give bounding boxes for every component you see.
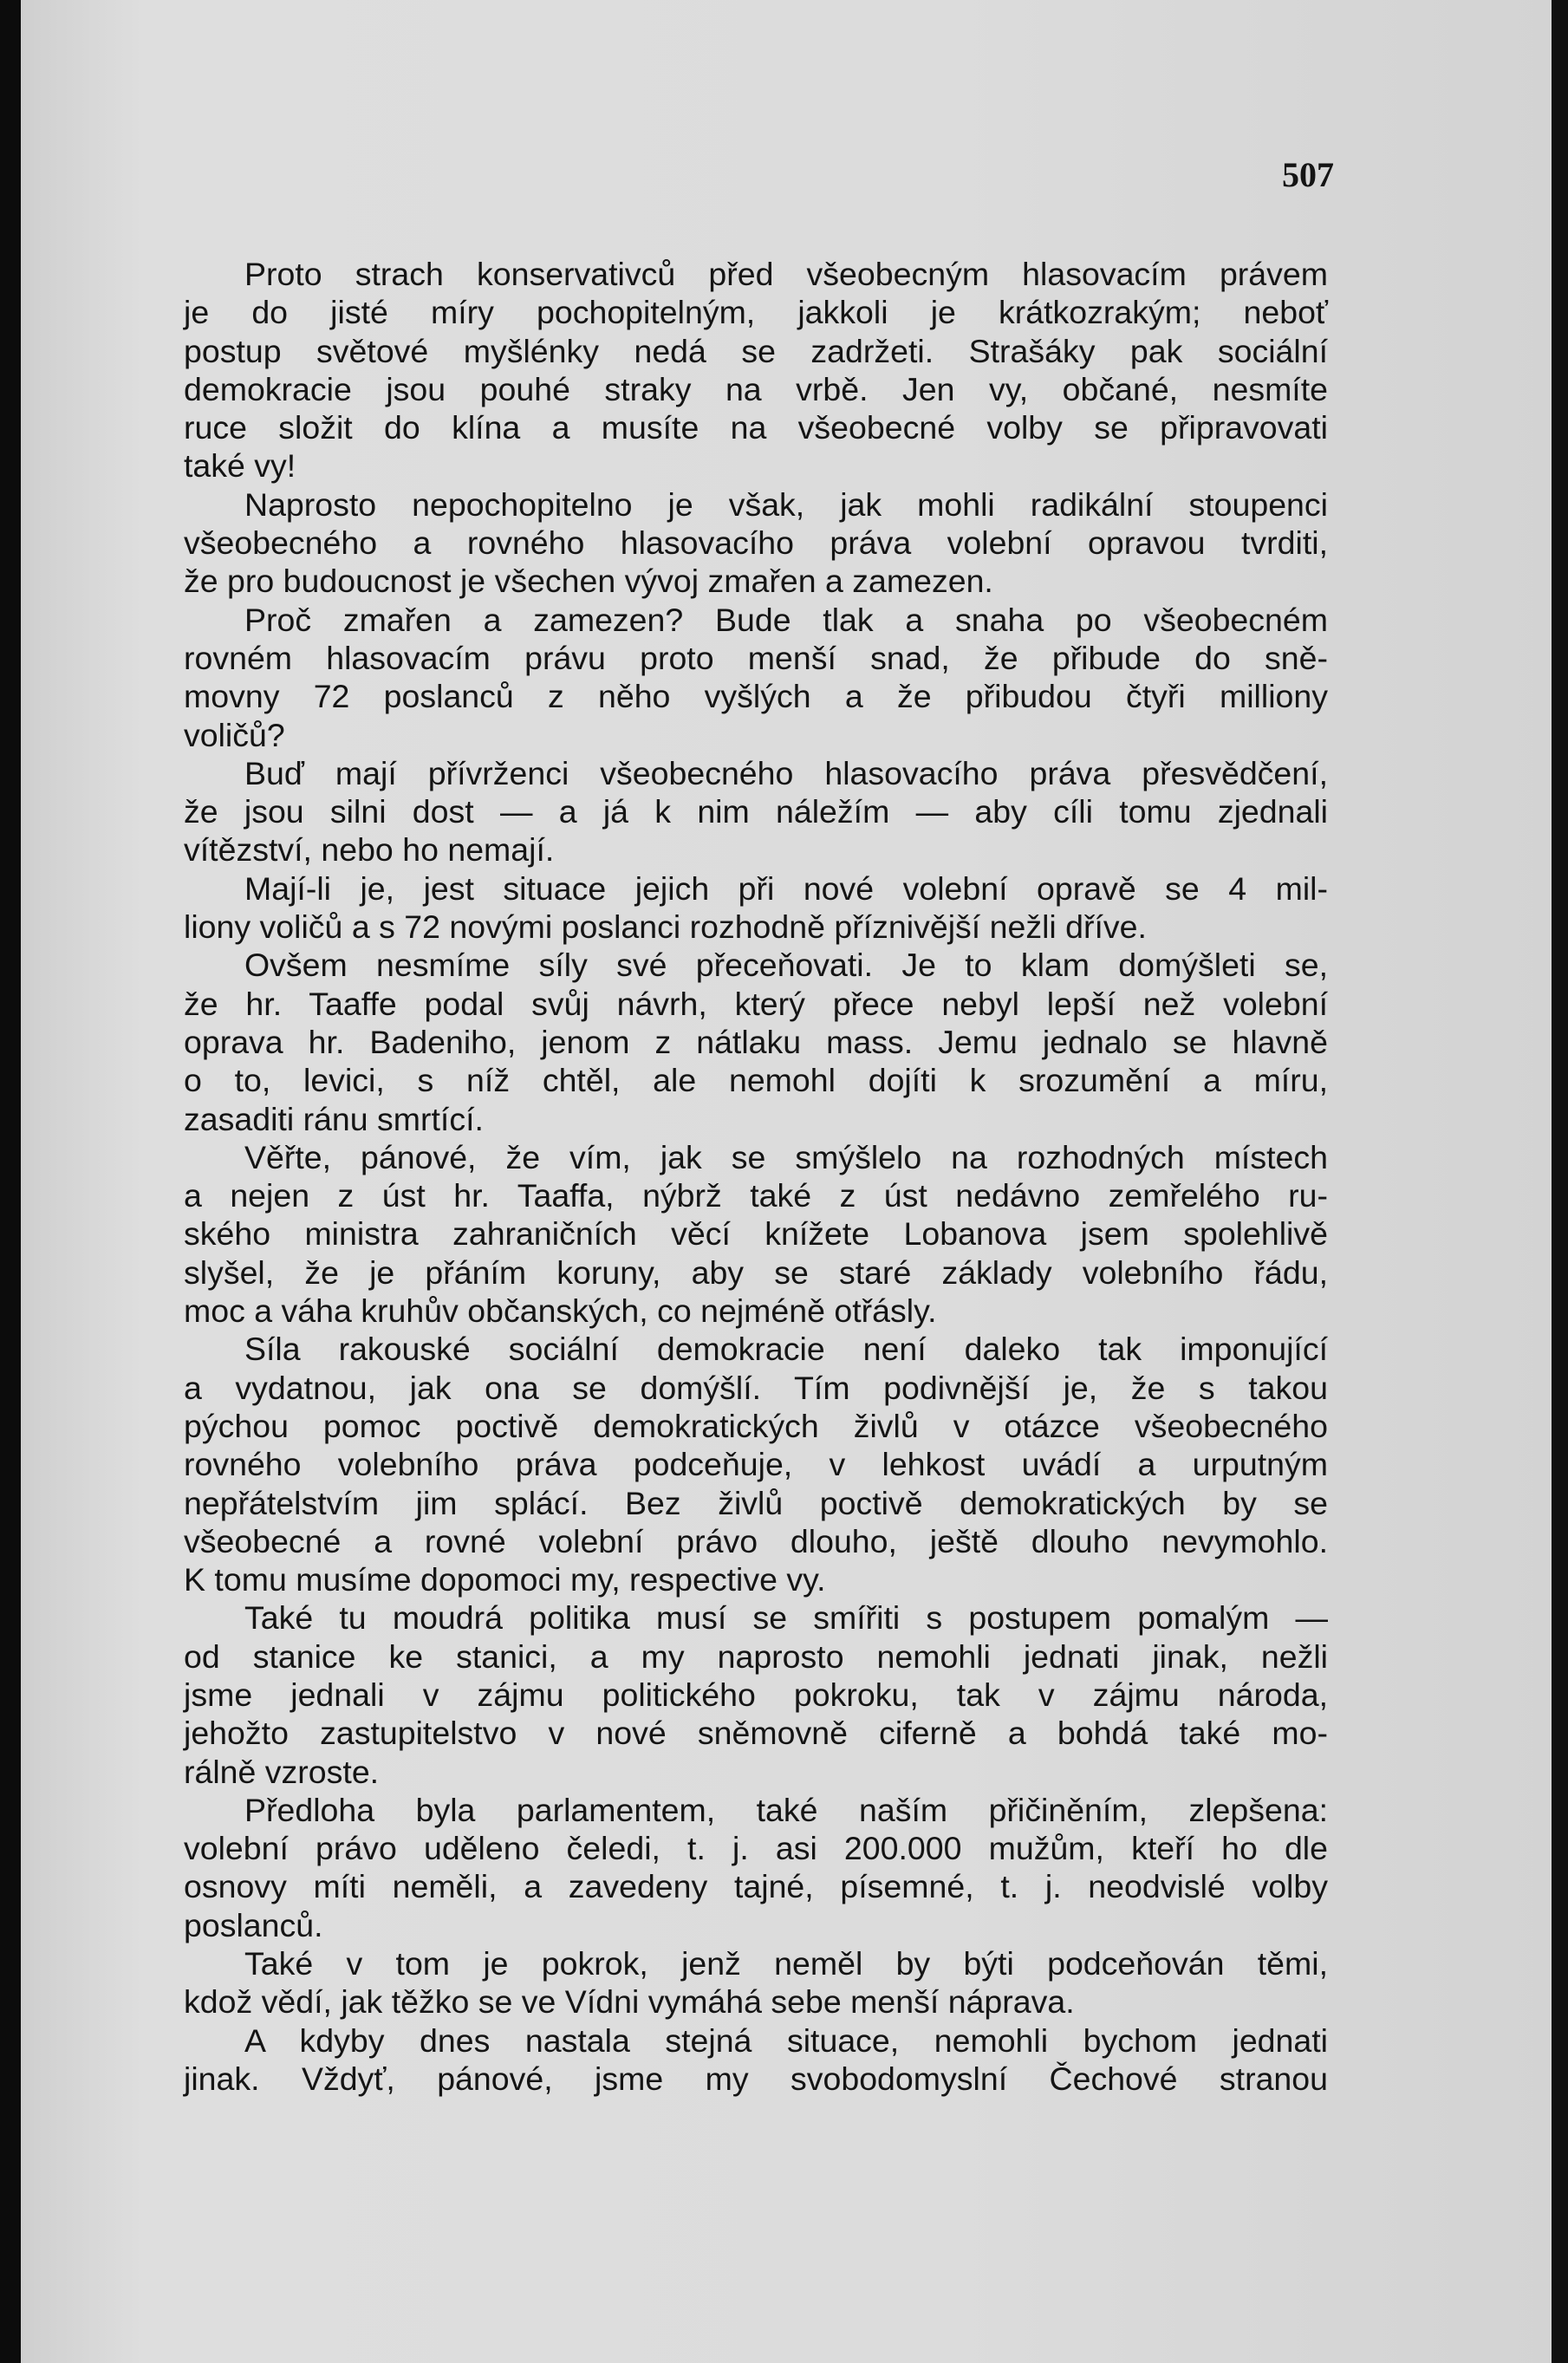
text-line: Síla rakouské sociální demokracie není daleko tak imponující [244, 1331, 1328, 1368]
scan-border [1552, 0, 1568, 2363]
text-line: volební právo uděleno čeledi, t. j. asi 200.000 mužům, kteří ho dle [184, 1830, 1328, 1867]
text-line: že hr. Taaffe podal svůj návrh, který přece nebyl lepší než volební [184, 985, 1328, 1022]
text-line: všeobecné a rovné volební právo dlouho, ještě dlouho nevymohlo. [184, 1522, 1328, 1559]
text-line: Proč zmařen a zamezen? Bude tlak a snaha po všeobecném [244, 601, 1328, 638]
text-line: liony voličů a s 72 novými poslanci rozhodně příznivější nežli dříve. [184, 908, 1147, 946]
text-line: a nejen z úst hr. Taaffa, nýbrž také z úst nedávno zemřelého ru- [184, 1177, 1328, 1214]
text-line: vítězství, nebo ho nemají. [184, 831, 555, 869]
text-line: postup světové myšlénky nedá se zadržeti. Strašáky pak sociální [184, 332, 1328, 369]
text-line: ského ministra zahraničních věcí knížete Lobanova jsem spolehlivě [184, 1215, 1328, 1253]
text-line: o to, levici, s níž chtěl, ale nemohl dojíti k srozumění a míru, [184, 1062, 1328, 1099]
text-line: voličů? [184, 716, 285, 753]
text-line: demokracie jsou pouhé straky na vrbě. Jen vy, občané, nesmíte [184, 370, 1328, 407]
text-line: K tomu musíme dopomoci my, respective vy. [184, 1561, 826, 1598]
text-line: slyšel, že je přáním koruny, aby se staré základy volebního řádu, [184, 1253, 1328, 1291]
text-line: rálně vzroste. [184, 1753, 380, 1790]
text-line: poslanců. [184, 1906, 323, 1943]
text-line: rovném hlasovacím právu proto menší snad, že přibude do sně- [184, 639, 1328, 676]
text-line: všeobecného a rovného hlasovacího práva volební opravou tvrditi, [184, 524, 1328, 562]
text-line: Předloha byla parlamentem, také naším přičiněním, zlepšena: [244, 1791, 1328, 1828]
book-page [21, 0, 1552, 2363]
text-line: ruce složit do klína a musíte na všeobecné volby se připravovati [184, 409, 1328, 446]
text-line: nepřátelstvím jim splácí. Bez živlů poctivě demokratických by se [184, 1484, 1328, 1521]
text-line: Věřte, pánové, že vím, jak se smýšlelo na rozhodných místech [244, 1138, 1328, 1175]
text-line: jehožto zastupitelstvo v nové sněmovně ciferně a bohdá také mo- [184, 1715, 1328, 1752]
body-text [184, 255, 1328, 2098]
text-line: Proto strach konservativců před všeobecným hlasovacím právem [244, 256, 1328, 292]
text-line: od stanice ke stanici, a my naprosto nemohli jednati jinak, nežli [184, 1637, 1328, 1675]
text-line: Naprosto nepochopitelno je však, jak mohli radikální stoupenci [244, 485, 1328, 523]
text-line: jsme jednali v zájmu politického pokroku, tak v zájmu národa, [184, 1676, 1328, 1713]
text-line: že jsou silni dost — a já k nim náležím — aby cíli tomu zjednali [184, 793, 1328, 830]
text-line: a vydatnou, jak ona se domýšlí. Tím podivnější je, že s takou [184, 1369, 1328, 1406]
text-line: Také tu moudrá politika musí se smířiti s postupem pomalým — [244, 1599, 1328, 1637]
text-line: Ovšem nesmíme síly své přeceňovati. Je to klam domýšleti se, [244, 947, 1328, 984]
text-line: movny 72 poslanců z něho vyšlých a že přibudou čtyři milliony [184, 678, 1328, 715]
text-line: kdož vědí, jak těžko se ve Vídni vymáhá sebe menší náprava. [184, 1983, 1075, 2021]
text-line: A kdyby dnes nastala stejná situace, nemohli bychom jednati [244, 2021, 1328, 2059]
text-line: Také v tom je pokrok, jenž neměl by býti podceňován těmi, [244, 1945, 1328, 1982]
text-line: Buď mají přívrženci všeobecného hlasovacího práva přesvědčení, [244, 754, 1328, 791]
text-line: rovného volebního práva podceňuje, v lehkost uvádí a urputným [184, 1446, 1328, 1483]
text-line: jinak. Vždyť, pánové, jsme my svobodomyslní Čechové stranou [184, 2060, 1328, 2097]
text-line: že pro budoucnost je všechen vývoj zmařen a zamezen. [184, 563, 993, 600]
text-line: zasaditi ránu smrtící. [184, 1100, 484, 1137]
text-line: také vy! [184, 447, 296, 485]
text-line: moc a váha kruhův občanských, co nejméně otřásly. [184, 1292, 937, 1330]
page-number: 507 [1282, 155, 1334, 194]
text-line: pýchou pomoc poctivě demokratických živlů v otázce všeobecného [184, 1407, 1328, 1444]
text-line: oprava hr. Badeniho, jenom z nátlaku mass. Jemu jednalo se hlavně [184, 1023, 1328, 1060]
text-line: Mají-li je, jest situace jejich při nové volební opravě se 4 mil- [244, 869, 1328, 907]
text-line: osnovy míti neměli, a zavedeny tajné, písemné, t. j. neodvislé volby [184, 1868, 1328, 1905]
text-line: je do jisté míry pochopitelným, jakkoli je krátkozrakým; neboť [184, 294, 1328, 331]
